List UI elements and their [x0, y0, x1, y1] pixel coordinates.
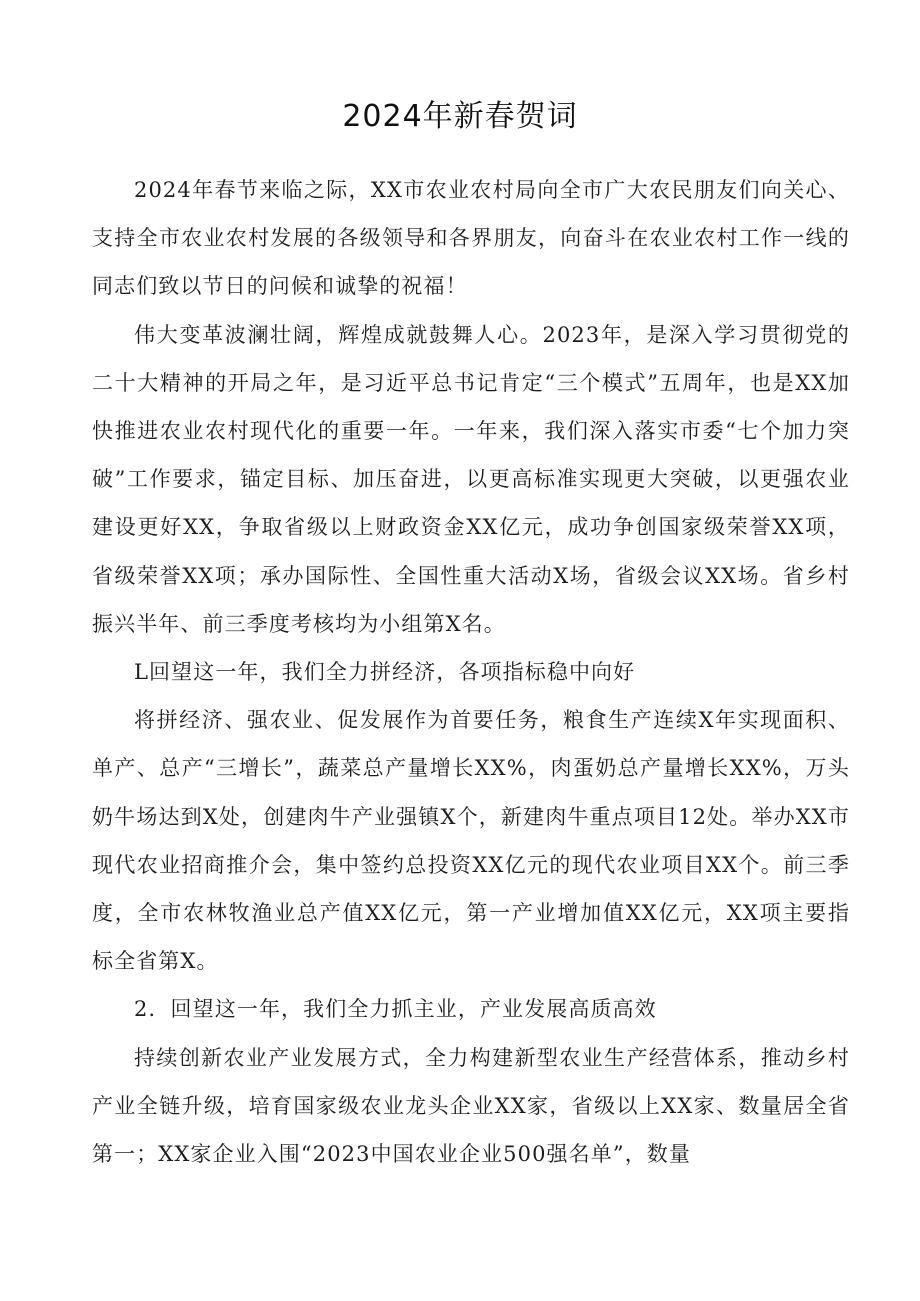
section-heading-1: L回望这一年，我们全力拼经济，各项指标稳中向好	[134, 660, 636, 685]
paragraph-overview: 伟大变革波澜壮阔，辉煌成就鼓舞人心。2023年，是深入学习贯彻党的二十大精神的开局之年，是习近平总书记肯定“三个模式”五周年，也是XX加快推进农业农村现代化的重要一年。一年来，我们深入落实市委“七个加力突破”工作要求，锚定目标、加压奋进，以更高标准实现更大突破，以更强农业建设更好XX，争取省级以上财政资金XX亿元，成功争创国家级荣誉XX项，省级荣誉XX项；承办国际性、全国性重大活动X场，省级会议XX场。省乡村振兴半年、前三季度考核均为小组第X名。	[92, 322, 850, 636]
section-heading-2: 2．回望这一年，我们全力抓主业，产业发展高质高效	[134, 997, 657, 1022]
paragraph-economy: 将拼经济、强农业、促发展作为首要任务，粮食生产连续X年实现面积、单产、总产“三增长”，蔬菜总产量增长XX%，肉蛋奶总产量增长XX%，万头奶牛场达到X处，创建肉牛产业强镇X个，新建肉牛重点项目12处。举办XX市现代农业招商推介会，集中签约总投资XX亿元的现代农业项目XX个。前三季度，全市农林牧渔业总产值XX亿元，第一产业增加值XX亿元，XX项主要指标全省第X。	[92, 708, 850, 974]
document-body	[92, 166, 850, 1178]
paragraph-greeting: 2024年春节来临之际，XX市农业农村局向全市广大农民朋友们向关心、支持全市农业农村发展的各级领导和各界朋友，向奋斗在农业农村工作一线的同志们致以节日的问候和诚挚的祝福！	[92, 178, 850, 299]
paragraph-industry: 持续创新农业产业发展方式，全力构建新型农业生产经营体系，推动乡村产业全链升级，培育国家级农业龙头企业XX家，省级以上XX家、数量居全省第一；XX家企业入围“2023中国农业企业500强名单”，数量	[92, 1045, 850, 1167]
document-title: 2024年新春贺词	[342, 99, 578, 134]
